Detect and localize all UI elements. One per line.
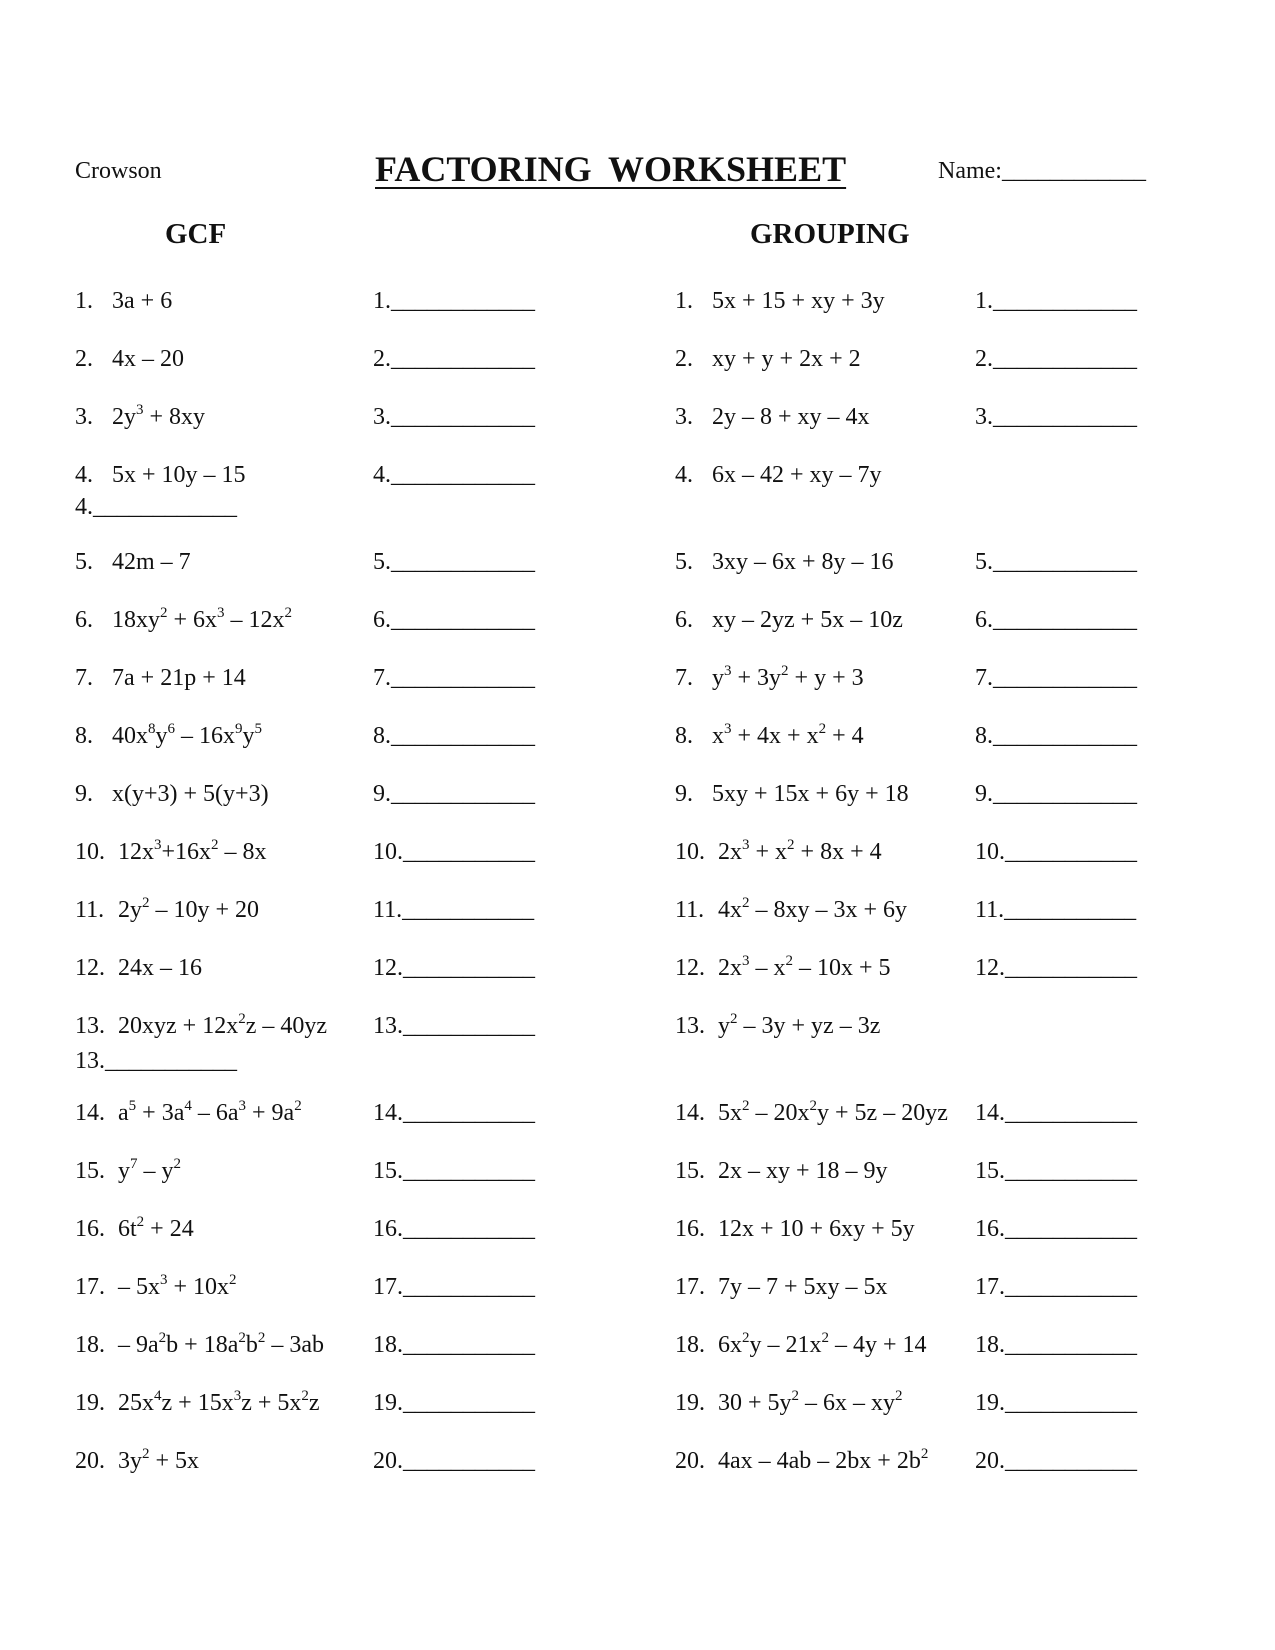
gcf-problem-7 xyxy=(75,665,545,695)
grouping-problem-expression: $4x^2 - 8xy - 3x + 6y$ xyxy=(718,895,908,923)
gcf-problem-number: 7. xyxy=(75,665,93,691)
gcf-problem-expression: – $9a^2b + 18a^2b^2 - 3ab$ xyxy=(118,1330,324,1358)
gcf-answer-blank[interactable]: 8.____________ xyxy=(373,723,535,749)
grouping-answer-blank[interactable]: 14.___________ xyxy=(975,1100,1137,1126)
grouping-answer-blank[interactable]: 16.___________ xyxy=(975,1216,1137,1242)
grouping-problem-19 xyxy=(675,1390,1150,1420)
gcf-answer-blank[interactable]: 19.___________ xyxy=(373,1390,535,1416)
gcf-problem-expression: $40x^8y^6 - 16x^9y^5$ xyxy=(112,721,262,749)
gcf-answer-blank[interactable]: 4.____________ xyxy=(373,462,535,488)
gcf-extra-answer-4[interactable]: 4.____________ xyxy=(75,494,237,520)
grouping-problem-expression: $2x^3 + x^2 + 8x + 4$ xyxy=(718,837,882,865)
grouping-answer-blank[interactable]: 3.____________ xyxy=(975,404,1137,430)
gcf-answer-blank[interactable]: 2.____________ xyxy=(373,346,535,372)
gcf-problem-1 xyxy=(75,288,545,318)
grouping-problem-number: 16. xyxy=(675,1216,705,1242)
grouping-problem-number: 4. xyxy=(675,462,693,488)
gcf-problem-5 xyxy=(75,549,545,579)
grouping-problem-expression: $30 + 5y^2 - 6x - xy^2$ xyxy=(718,1388,903,1416)
grouping-problem-number: 6. xyxy=(675,607,693,633)
gcf-problem-expression: $a^5 + 3a^4 - 6a^3 + 9a^2$ xyxy=(118,1098,302,1126)
grouping-problem-number: 2. xyxy=(675,346,693,372)
gcf-problem-expression: $2y^2 - 10y + 20$ xyxy=(118,895,260,923)
grouping-answer-blank[interactable]: 11.___________ xyxy=(975,897,1137,923)
grouping-problem-expression: 5xy + 15x + 6y + 18 xyxy=(712,781,909,807)
grouping-problem-expression: 5x + 15 + xy + 3y xyxy=(712,288,885,314)
gcf-problem-number: 4. xyxy=(75,462,93,488)
gcf-answer-blank[interactable]: 3.____________ xyxy=(373,404,535,430)
gcf-problem-9 xyxy=(75,781,545,811)
gcf-problem-18 xyxy=(75,1332,545,1362)
gcf-answer-blank[interactable]: 15.___________ xyxy=(373,1158,535,1184)
gcf-answer-blank[interactable]: 1.____________ xyxy=(373,288,535,314)
grouping-problem-number: 14. xyxy=(675,1100,705,1126)
grouping-answer-blank[interactable]: 12.___________ xyxy=(975,955,1137,981)
gcf-answer-blank[interactable]: 12.___________ xyxy=(373,955,535,981)
grouping-answer-blank[interactable]: 9.____________ xyxy=(975,781,1137,807)
grouping-problem-number: 8. xyxy=(675,723,693,749)
gcf-problem-expression: $20xyz + 12x^2z - 40yz$ xyxy=(118,1011,327,1039)
grouping-problem-number: 19. xyxy=(675,1390,705,1416)
gcf-problem-number: 1. xyxy=(75,288,93,314)
gcf-answer-blank[interactable]: 13.___________ xyxy=(373,1013,535,1039)
page-title: FACTORING WORKSHEET xyxy=(375,149,847,189)
grouping-answer-blank[interactable]: 19.___________ xyxy=(975,1390,1137,1416)
gcf-answer-blank[interactable]: 20.___________ xyxy=(373,1448,535,1474)
grouping-problem-number: 10. xyxy=(675,839,705,865)
gcf-problem-number: 16. xyxy=(75,1216,105,1242)
gcf-answer-blank[interactable]: 9.____________ xyxy=(373,781,535,807)
gcf-problem-expression: $18xy^2 + 6x^3 - 12x^2$ xyxy=(112,605,293,633)
grouping-problem-expression: $2x^3 - x^2 - 10x + 5$ xyxy=(718,953,891,981)
grouping-problem-6 xyxy=(675,607,1150,637)
grouping-problem-number: 9. xyxy=(675,781,693,807)
gcf-problem-expression: 7a + 21p + 14 xyxy=(112,665,246,691)
gcf-problem-expression: – $5x^3 + 10x^2$ xyxy=(118,1272,237,1300)
gcf-problem-expression: 3a + 6 xyxy=(112,288,173,314)
gcf-answer-blank[interactable]: 7.____________ xyxy=(373,665,535,691)
grouping-problem-expression: $x^3 + 4x + x^2 + 4$ xyxy=(712,721,864,749)
grouping-problem-expression: 7y – 7 + 5xy – 5x xyxy=(718,1274,888,1300)
grouping-problem-number: 18. xyxy=(675,1332,705,1358)
grouping-problem-expression: xy + y + 2x + 2 xyxy=(712,346,861,372)
grouping-problem-1 xyxy=(675,288,1150,318)
gcf-problem-number: 15. xyxy=(75,1158,105,1184)
grouping-problem-number: 17. xyxy=(675,1274,705,1300)
grouping-problem-9 xyxy=(675,781,1150,811)
gcf-problem-number: 17. xyxy=(75,1274,105,1300)
gcf-problem-17 xyxy=(75,1274,545,1304)
gcf-problem-expression: 24x – 16 xyxy=(118,955,202,981)
gcf-problem-expression: $y^7 - y^2$ xyxy=(118,1156,181,1184)
gcf-problem-13 xyxy=(75,1013,545,1043)
grouping-problem-number: 11. xyxy=(675,897,705,923)
gcf-extra-answer-13[interactable]: 13.___________ xyxy=(75,1048,237,1074)
gcf-problem-number: 19. xyxy=(75,1390,105,1416)
gcf-problem-4 xyxy=(75,462,545,492)
gcf-problem-number: 2. xyxy=(75,346,93,372)
gcf-problem-number: 20. xyxy=(75,1448,105,1474)
gcf-problem-number: 8. xyxy=(75,723,93,749)
gcf-answer-blank[interactable]: 6.____________ xyxy=(373,607,535,633)
grouping-problem-8 xyxy=(675,723,1150,753)
gcf-problem-number: 10. xyxy=(75,839,105,865)
grouping-problem-11 xyxy=(675,897,1150,927)
gcf-problem-expression: 42m – 7 xyxy=(112,549,191,575)
grouping-problem-expression: $5x^2 - 20x^2y + 5z - 20yz$ xyxy=(718,1098,948,1126)
gcf-answer-blank[interactable]: 17.___________ xyxy=(373,1274,535,1300)
gcf-answer-blank[interactable]: 16.___________ xyxy=(373,1216,535,1242)
grouping-problem-number: 20. xyxy=(675,1448,705,1474)
gcf-problem-19 xyxy=(75,1390,545,1420)
grouping-problem-expression: $4ax - 4ab - 2bx + 2b^2$ xyxy=(718,1446,929,1474)
grouping-answer-blank[interactable]: 8.____________ xyxy=(975,723,1137,749)
grouping-problem-16 xyxy=(675,1216,1150,1246)
gcf-problem-expression: $6t^2 + 24$ xyxy=(118,1214,194,1242)
grouping-problem-12 xyxy=(675,955,1150,985)
grouping-answer-blank[interactable]: 7.____________ xyxy=(975,665,1137,691)
gcf-problem-number: 9. xyxy=(75,781,93,807)
gcf-answer-blank[interactable]: 18.___________ xyxy=(373,1332,535,1358)
grouping-answer-blank[interactable]: 5.____________ xyxy=(975,549,1137,575)
gcf-problem-16 xyxy=(75,1216,545,1246)
grouping-answer-blank[interactable]: 20.___________ xyxy=(975,1448,1137,1474)
grouping-problem-2 xyxy=(675,346,1150,376)
gcf-answer-blank[interactable]: 10.___________ xyxy=(373,839,535,865)
gcf-problem-2 xyxy=(75,346,545,376)
grouping-problem-number: 12. xyxy=(675,955,705,981)
gcf-answer-blank[interactable]: 11.___________ xyxy=(373,897,535,923)
gcf-problem-15 xyxy=(75,1158,545,1188)
gcf-problem-expression: $25x^4z + 15x^3z + 5x^2z$ xyxy=(118,1388,320,1416)
grouping-problem-expression: 2y – 8 + xy – 4x xyxy=(712,404,870,430)
gcf-problem-11 xyxy=(75,897,545,927)
gcf-answer-blank[interactable]: 5.____________ xyxy=(373,549,535,575)
name-field[interactable]: Name:____________ xyxy=(938,158,1146,184)
grouping-problem-17 xyxy=(675,1274,1150,1304)
gcf-problem-expression: $2y^3 + 8xy$ xyxy=(112,402,206,430)
grouping-problem-14 xyxy=(675,1100,1150,1130)
grouping-problem-number: 15. xyxy=(675,1158,705,1184)
grouping-problem-expression: 6x – 42 + xy – 7y xyxy=(712,462,882,488)
grouping-problem-expression: $6x^2y - 21x^2 - 4y + 14$ xyxy=(718,1330,927,1358)
grouping-answer-blank[interactable]: 2.____________ xyxy=(975,346,1137,372)
grouping-problem-number: 3. xyxy=(675,404,693,430)
gcf-problem-expression: $3y^2 + 5x$ xyxy=(118,1446,200,1474)
gcf-problem-number: 18. xyxy=(75,1332,105,1358)
gcf-problem-number: 11. xyxy=(75,897,105,923)
grouping-problem-15 xyxy=(675,1158,1150,1188)
grouping-problem-13 xyxy=(675,1013,1150,1043)
grouping-problem-number: 13. xyxy=(675,1013,705,1039)
grouping-answer-blank[interactable]: 1.____________ xyxy=(975,288,1137,314)
grouping-problem-4 xyxy=(675,462,1150,492)
grouping-answer-blank[interactable]: 18.___________ xyxy=(975,1332,1137,1358)
grouping-problem-number: 5. xyxy=(675,549,693,575)
gcf-problem-expression: x(y+3) + 5(y+3) xyxy=(112,781,269,807)
grouping-problem-expression: xy – 2yz + 5x – 10z xyxy=(712,607,903,633)
gcf-problem-number: 5. xyxy=(75,549,93,575)
grouping-problem-10 xyxy=(675,839,1150,869)
grouping-answer-blank[interactable]: 6.____________ xyxy=(975,607,1137,633)
gcf-problem-expression: 4x – 20 xyxy=(112,346,184,372)
grouping-problem-number: 7. xyxy=(675,665,693,691)
gcf-problem-3 xyxy=(75,404,545,434)
gcf-problem-14 xyxy=(75,1100,545,1130)
grouping-section-title: GROUPING xyxy=(750,218,910,250)
grouping-answer-blank[interactable]: 17.___________ xyxy=(975,1274,1137,1300)
grouping-problem-20 xyxy=(675,1448,1150,1478)
gcf-problem-number: 3. xyxy=(75,404,93,430)
gcf-problem-number: 13. xyxy=(75,1013,105,1039)
gcf-problem-20 xyxy=(75,1448,545,1478)
grouping-problem-expression: $y^3 + 3y^2 + y + 3$ xyxy=(712,663,864,691)
grouping-problem-expression: $y^2 - 3y$ + yz – 3z xyxy=(718,1011,881,1039)
grouping-answer-blank[interactable]: 15.___________ xyxy=(975,1158,1137,1184)
gcf-problem-number: 14. xyxy=(75,1100,105,1126)
gcf-section-title: GCF xyxy=(165,218,227,250)
gcf-problem-12 xyxy=(75,955,545,985)
grouping-problem-expression: 12x + 10 + 6xy + 5y xyxy=(718,1216,915,1242)
grouping-problem-expression: 2x – xy + 18 – 9y xyxy=(718,1158,888,1184)
gcf-problem-expression: 5x + 10y – 15 xyxy=(112,462,246,488)
gcf-problem-10 xyxy=(75,839,545,869)
grouping-answer-blank[interactable]: 10.___________ xyxy=(975,839,1137,865)
gcf-problem-6 xyxy=(75,607,545,637)
grouping-problem-3 xyxy=(675,404,1150,434)
author-name: Crowson xyxy=(75,158,162,184)
grouping-problem-5 xyxy=(675,549,1150,579)
gcf-answer-blank[interactable]: 14.___________ xyxy=(373,1100,535,1126)
gcf-problem-number: 6. xyxy=(75,607,93,633)
grouping-problem-number: 1. xyxy=(675,288,693,314)
gcf-problem-expression: $12x^3+16x^2 - 8x$ xyxy=(118,837,267,865)
grouping-problem-expression: 3xy – 6x + 8y – 16 xyxy=(712,549,894,575)
grouping-problem-7 xyxy=(675,665,1150,695)
gcf-problem-8 xyxy=(75,723,545,753)
grouping-problem-18 xyxy=(675,1332,1150,1362)
gcf-problem-number: 12. xyxy=(75,955,105,981)
